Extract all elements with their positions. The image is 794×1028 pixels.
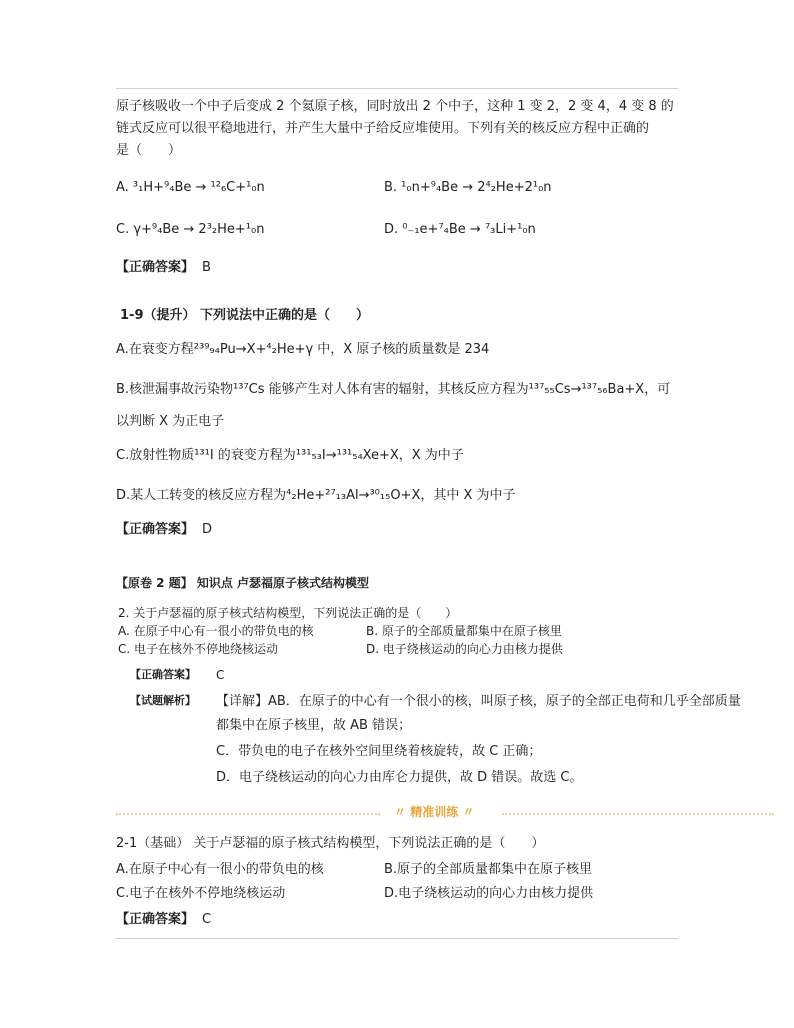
q2-option-a: A. 在原子中心有一很小的带负电的核 <box>118 624 314 638</box>
q2-option-b: B. 原子的全部质量都集中在原子核里 <box>366 624 562 638</box>
q19-option-c: C.放射性物质¹³¹I 的衰变方程为¹³¹₅₃I→¹³¹₅₄Xe+X，X 为中子 <box>116 448 464 463</box>
q19-title: 1-9（提升） 下列说法中正确的是（ ） <box>120 308 370 323</box>
q2-option-d: D. 电子绕核运动的向心力由核力提供 <box>366 642 563 656</box>
answer-value: B <box>202 260 211 275</box>
q19-option-b-line1: B.核泄漏事故污染物¹³⁷Cs 能够产生对人体有害的辐射，其核反应方程为¹³⁷₅₅Cs→¹³⁷₅₆Ba+X，可 <box>116 382 671 397</box>
q21-title: 2-1（基础） 关于卢瑟福的原子核式结构模型，下列说法正确的是（ ） <box>116 836 545 851</box>
bottom-rule <box>116 938 678 939</box>
answer-value: C <box>202 912 212 927</box>
q2-answer-value: C <box>216 668 225 682</box>
q1-option-c: C. γ+⁹₄Be → 2³₂He+¹₀n <box>116 222 265 237</box>
q19-answer <box>116 518 212 537</box>
q2-answer-label: 【正确答案】 <box>130 668 196 681</box>
q2-title: 2. 关于卢瑟福的原子核式结构模型，下列说法正确的是（ ） <box>118 606 458 620</box>
q2-analysis-line2: 都集中在原子核里，故 AB 错误； <box>216 718 412 733</box>
banner-line-left <box>116 813 380 815</box>
q2-analysis-label: 【试题解析】 <box>130 694 196 707</box>
q19-option-b-line2: 以判断 X 为正电子 <box>116 414 225 429</box>
q2-analysis-line1: 【详解】AB．在原子的中心有一个很小的核，叫原子核，原子的全部正电荷和几乎全部质量 <box>216 694 741 709</box>
banner-line-right <box>502 813 774 815</box>
banner-title: 〃 精准训练 〃 <box>394 805 475 819</box>
answer-label: 【正确答案】 <box>116 260 195 275</box>
q21-option-b: B.原子的全部质量都集中在原子核里 <box>384 862 593 877</box>
answer-value: D <box>202 522 213 537</box>
q21-option-a: A.在原子中心有一很小的带负电的核 <box>116 862 324 877</box>
q2-option-c: C. 电子在核外不停地绕核运动 <box>118 642 279 656</box>
q2-header: 【原卷 2 题】 知识点 卢瑟福原子核式结构模型 <box>116 576 370 590</box>
q2-analysis-line4: D．电子绕核运动的向心力由库仑力提供，故 D 错误。故选 C。 <box>216 770 583 785</box>
q1-answer <box>116 256 211 275</box>
q21-option-c: C.电子在核外不停地绕核运动 <box>116 886 286 901</box>
q21-option-d: D.电子绕核运动的向心力由核力提供 <box>384 886 594 901</box>
q1-line2: 链式反应可以很平稳地进行，并产生大量中子给反应堆使用。下列有关的核反应方程中正确的 <box>116 121 650 136</box>
top-rule <box>116 88 678 89</box>
q1-option-d: D. ⁰₋₁e+⁷₄Be → ⁷₃Li+¹₀n <box>384 222 536 237</box>
q2-analysis-line3: C．带负电的电子在核外空间里绕着核旋转，故 C 正确； <box>216 744 542 759</box>
q19-option-d: D.某人工转变的核反应方程为⁴₂He+²⁷₁₃Al→³⁰₁₅O+X，其中 X 为中子 <box>116 488 516 503</box>
q1-option-a: A. ³₁H+⁹₄Be → ¹²₆C+¹₀n <box>116 180 265 195</box>
q21-answer <box>116 908 211 927</box>
answer-label: 【正确答案】 <box>116 912 195 927</box>
q1-line1: 原子核吸收一个中子后变成 2 个氦原子核，同时放出 2 个中子，这种 1 变 2，2 变 4，4 变 8 的 <box>116 99 674 114</box>
q19-option-a: A.在衰变方程²³⁹₉₄Pu→X+⁴₂He+γ 中，X 原子核的质量数是 234 <box>116 342 490 357</box>
q1-line3: 是（ ） <box>116 143 182 158</box>
answer-label: 【正确答案】 <box>116 522 195 537</box>
section-banner <box>116 803 774 823</box>
q1-option-b: B. ¹₀n+⁹₄Be → 2⁴₂He+2¹₀n <box>384 180 552 195</box>
question-1 <box>116 96 674 162</box>
